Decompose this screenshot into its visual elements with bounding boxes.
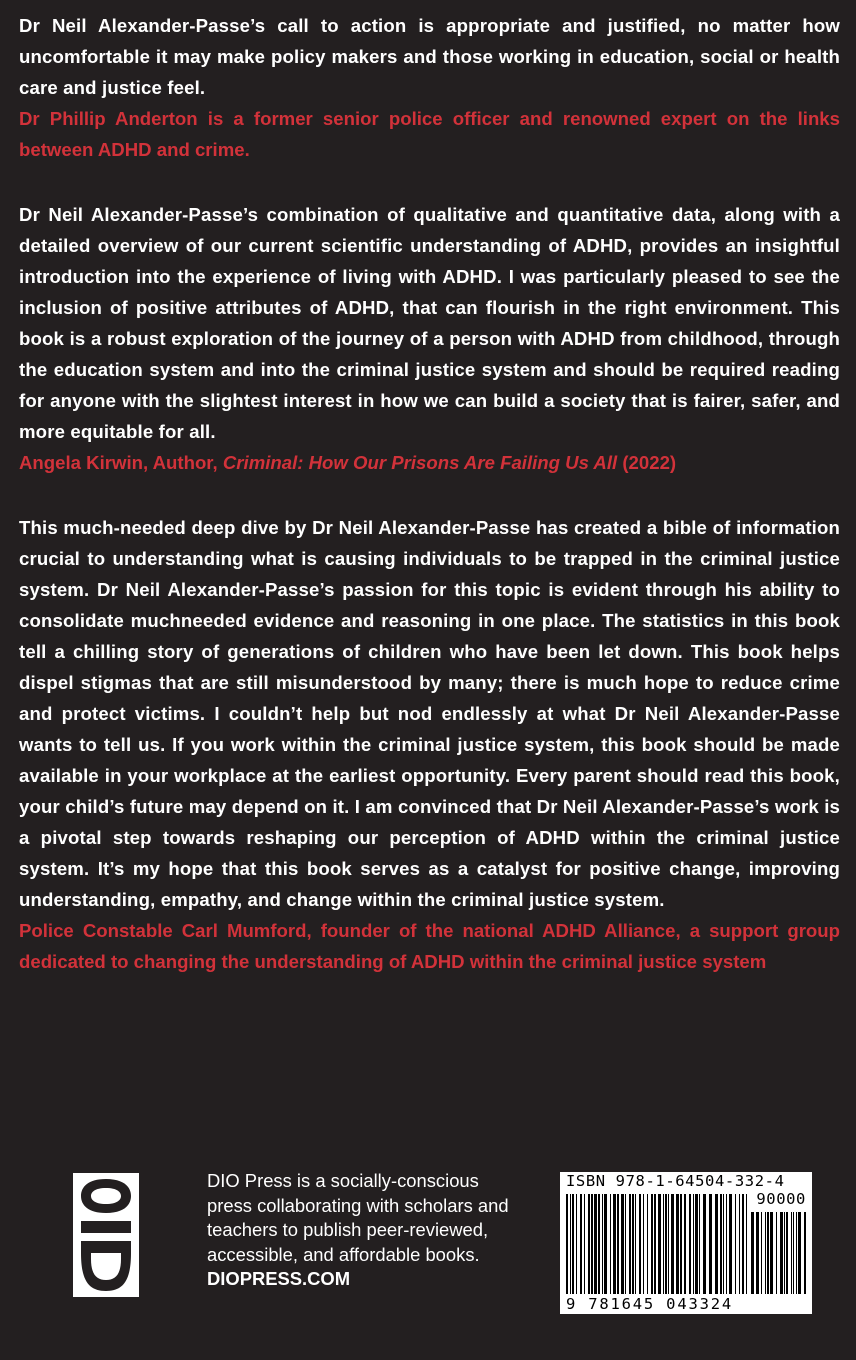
barcode-addon-bars-icon [751, 1212, 807, 1294]
review-1 [19, 10, 840, 165]
barcode-bar [786, 1212, 788, 1294]
barcode-bar [621, 1194, 624, 1294]
publisher-blurb [207, 1169, 527, 1292]
barcode-bar [572, 1194, 574, 1294]
publisher-description: DIO Press is a socially-conscious press collaborating with scholars and teachers to publish peer-reviewed, accessible, and affordable books. [207, 1170, 509, 1265]
barcode-bar [765, 1212, 766, 1294]
barcode-bar [632, 1194, 634, 1294]
price-code: 90000 [756, 1190, 806, 1208]
barcode-bar [751, 1212, 754, 1294]
barcode-bar [604, 1194, 607, 1294]
barcode-bar [770, 1212, 773, 1294]
barcode-bar [756, 1212, 759, 1294]
barcode-bar [629, 1194, 631, 1294]
barcode-bar [761, 1212, 762, 1294]
barcode-bars-icon [566, 1194, 748, 1294]
barcode-bar [703, 1194, 706, 1294]
publisher-website: DIOPRESS.COM [207, 1268, 351, 1289]
barcode-bar [742, 1194, 744, 1294]
dio-press-logo [73, 1173, 139, 1297]
barcode-bar [720, 1194, 722, 1294]
barcode-bar [570, 1194, 571, 1294]
barcode-bar [684, 1194, 686, 1294]
barcode-bar [784, 1212, 785, 1294]
barcode-bar [676, 1194, 679, 1294]
barcode-bar [602, 1194, 603, 1294]
barcode-bar [665, 1194, 667, 1294]
ean-digits: 9 781645 043324 [566, 1295, 736, 1313]
dio-logo-icon [73, 1173, 139, 1297]
barcode-bar [617, 1194, 619, 1294]
barcode-bar [735, 1194, 736, 1294]
barcode-bar [715, 1194, 718, 1294]
barcode-bar [729, 1194, 732, 1294]
barcode-bar [793, 1212, 794, 1294]
barcode-bar [635, 1194, 636, 1294]
barcode-bar [726, 1194, 727, 1294]
barcode-bar [643, 1194, 644, 1294]
review-quote: Dr Neil Alexander-Passe’s call to action is appropriate and justified, no matter how uncomfortable it may make policy makers and those working in education, social or health care and justice feel. [19, 15, 840, 98]
barcode-bar [746, 1194, 747, 1294]
review-attribution: Angela Kirwin, Author, Criminal: How Our Prisons Are Failing Us All (2022) [19, 452, 677, 473]
barcode-bar [780, 1212, 783, 1294]
book-title: Criminal: How Our Prisons Are Failing Us All [222, 452, 618, 473]
barcode-bar [776, 1212, 777, 1294]
isbn-barcode [560, 1172, 812, 1314]
review-3 [19, 512, 840, 977]
barcode-bar [791, 1212, 792, 1294]
barcode-bar [591, 1194, 593, 1294]
review-quote: Dr Neil Alexander-Passe’s combination of qualitative and quantitative data, along with a detailed overview of our current scientific understanding of ADHD, provides an insightful introduction into the experience of living with ADHD. I was particularly pleased to see the inclusion of positive attributes of ADHD, that can flourish in the right environment. This book is a robust exploration of the journey of a person with ADHD from childhood, through the education system and into the criminal justice system and should be required reading for anyone with the slightest interest in how we can build a society that is fairer, safer, and more equitable for all. [19, 204, 840, 442]
barcode-bar [767, 1212, 769, 1294]
back-cover-reviews [19, 10, 840, 1005]
review-attribution: Police Constable Carl Mumford, founder of the national ADHD Alliance, a support group dedicated to changing the understanding of ADHD within the criminal justice system [19, 920, 840, 972]
barcode-bar [658, 1194, 661, 1294]
barcode-bar [654, 1194, 656, 1294]
barcode-bar [647, 1194, 648, 1294]
barcode-bar [798, 1212, 801, 1294]
barcode-bar [709, 1194, 712, 1294]
barcode-bar [739, 1194, 740, 1294]
barcode-bar [613, 1194, 616, 1294]
barcode-bar [566, 1194, 568, 1294]
review-quote: This much-needed deep dive by Dr Neil Alexander-Passe has created a bible of information crucial to understanding what is causing individuals to be trapped in the criminal justice system. Dr Neil Alexander-Passe’s passion for this topic is evident through his ability to consolidate muchneeded evidence and reasoning in one place. The statistics in this book tell a chilling story of generations of children who have been let down. This book helps dispel stigmas that are still misunderstood by many; there is much hope to reduce crime and protect victims. I couldn’t help but nod endlessly at what Dr Neil Alexander-Passe wants to tell us. If you work within the criminal justice system, this book should be made available in your workplace at the earliest opportunity. Every parent should read this book, your child’s future may depend on it. I am convinced that Dr Neil Alexander-Passe’s work is a pivotal step towards reshaping our perception of ADHD within the criminal justice system. It’s my hope that this book serves as a catalyst for positive change, improving understanding, empathy, and change within the criminal justice system. [19, 517, 840, 910]
barcode-bar [625, 1194, 626, 1294]
barcode-bar [663, 1194, 664, 1294]
barcode-bar [680, 1194, 682, 1294]
isbn-label: ISBN 978-1-64504-332-4 [566, 1172, 785, 1190]
barcode-bar [695, 1194, 698, 1294]
barcode-bar [598, 1194, 600, 1294]
barcode-bar [723, 1194, 724, 1294]
barcode-bar [639, 1194, 641, 1294]
barcode-bar [580, 1194, 582, 1294]
barcode-bar [804, 1212, 806, 1294]
review-attribution: Dr Phillip Anderton is a former senior police officer and renowned expert on the links between ADHD and crime. [19, 108, 840, 160]
barcode-bar [651, 1194, 653, 1294]
barcode-bar [668, 1194, 669, 1294]
barcode-bar [671, 1194, 674, 1294]
barcode-bar [796, 1212, 797, 1294]
barcode-bar [699, 1194, 700, 1294]
barcode-bar [584, 1194, 585, 1294]
barcode-bar [594, 1194, 597, 1294]
barcode-bar [693, 1194, 694, 1294]
review-2 [19, 199, 840, 478]
barcode-bar [689, 1194, 691, 1294]
barcode-bar [588, 1194, 590, 1294]
barcode-bar [576, 1194, 577, 1294]
barcode-bar [610, 1194, 611, 1294]
